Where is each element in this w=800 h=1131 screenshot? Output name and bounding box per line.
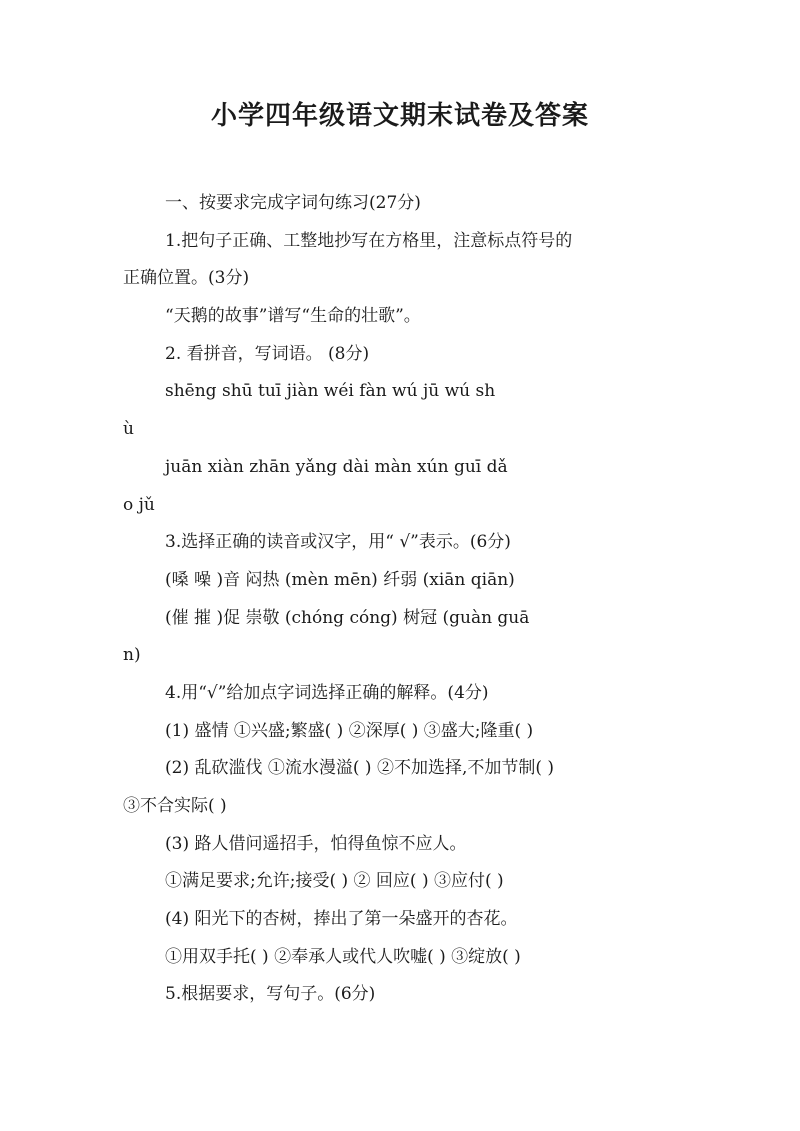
text-line: (嗓 噪 )音 闷热 (mèn mēn) 纤弱 (xiān qiān) [165,569,515,590]
text-line: 2. 看拼音，写词语。 (8分) [165,343,370,364]
text-line: shēng shū tuī jiàn wéi fàn wú jū wú sh [165,381,496,402]
text-line: 正确位置。(3分) [123,268,250,289]
text-line: ③不合实际( ) [123,796,227,816]
text-line: n) [123,645,141,666]
text-line: “天鹅的故事”谱写“生命的壮歌”。 [165,306,421,327]
text-line: ①用双手托( ) ②奉承人或代人吹嘘( ) ③绽放( ) [165,946,521,967]
text-line: (2) 乱砍滥伐 ①流水漫溢( ) ②不加选择,不加节制( ) [165,758,555,779]
document-body [123,185,683,1014]
document-title: 小学四年级语文期末试卷及答案 [210,101,589,131]
text-line: 1.把句子正确、工整地抄写在方格里，注意标点符号的 [165,230,573,251]
text-line: 5.根据要求，写句子。(6分) [165,984,376,1005]
text-line: 一、按要求完成字词句练习(27分) [165,193,421,213]
text-line: juān xiàn zhān yǎng dài màn xún guī dǎ [165,456,508,477]
text-line: (催 摧 )促 崇敬 (chóng cóng) 树冠 (guàn guā [165,607,530,628]
text-line: 4.用“√”给加点字词选择正确的解释。(4分) [165,682,489,703]
text-line: 3.选择正确的读音或汉字，用“ √”表示。(6分) [165,532,511,553]
text-line: ù [123,419,134,440]
text-line: o jǔ [123,494,155,515]
text-line: (4) 阳光下的杏树，捧出了第一朵盛开的杏花。 [165,909,518,930]
text-line: (1) 盛情 ①兴盛;繁盛( ) ②深厚( ) ③盛大;隆重( ) [165,720,534,741]
text-line: ①满足要求;允许;接受( ) ② 回应( ) ③应付( ) [165,871,504,892]
text-line: (3) 路人借问遥招手，怕得鱼惊不应人。 [165,833,467,854]
